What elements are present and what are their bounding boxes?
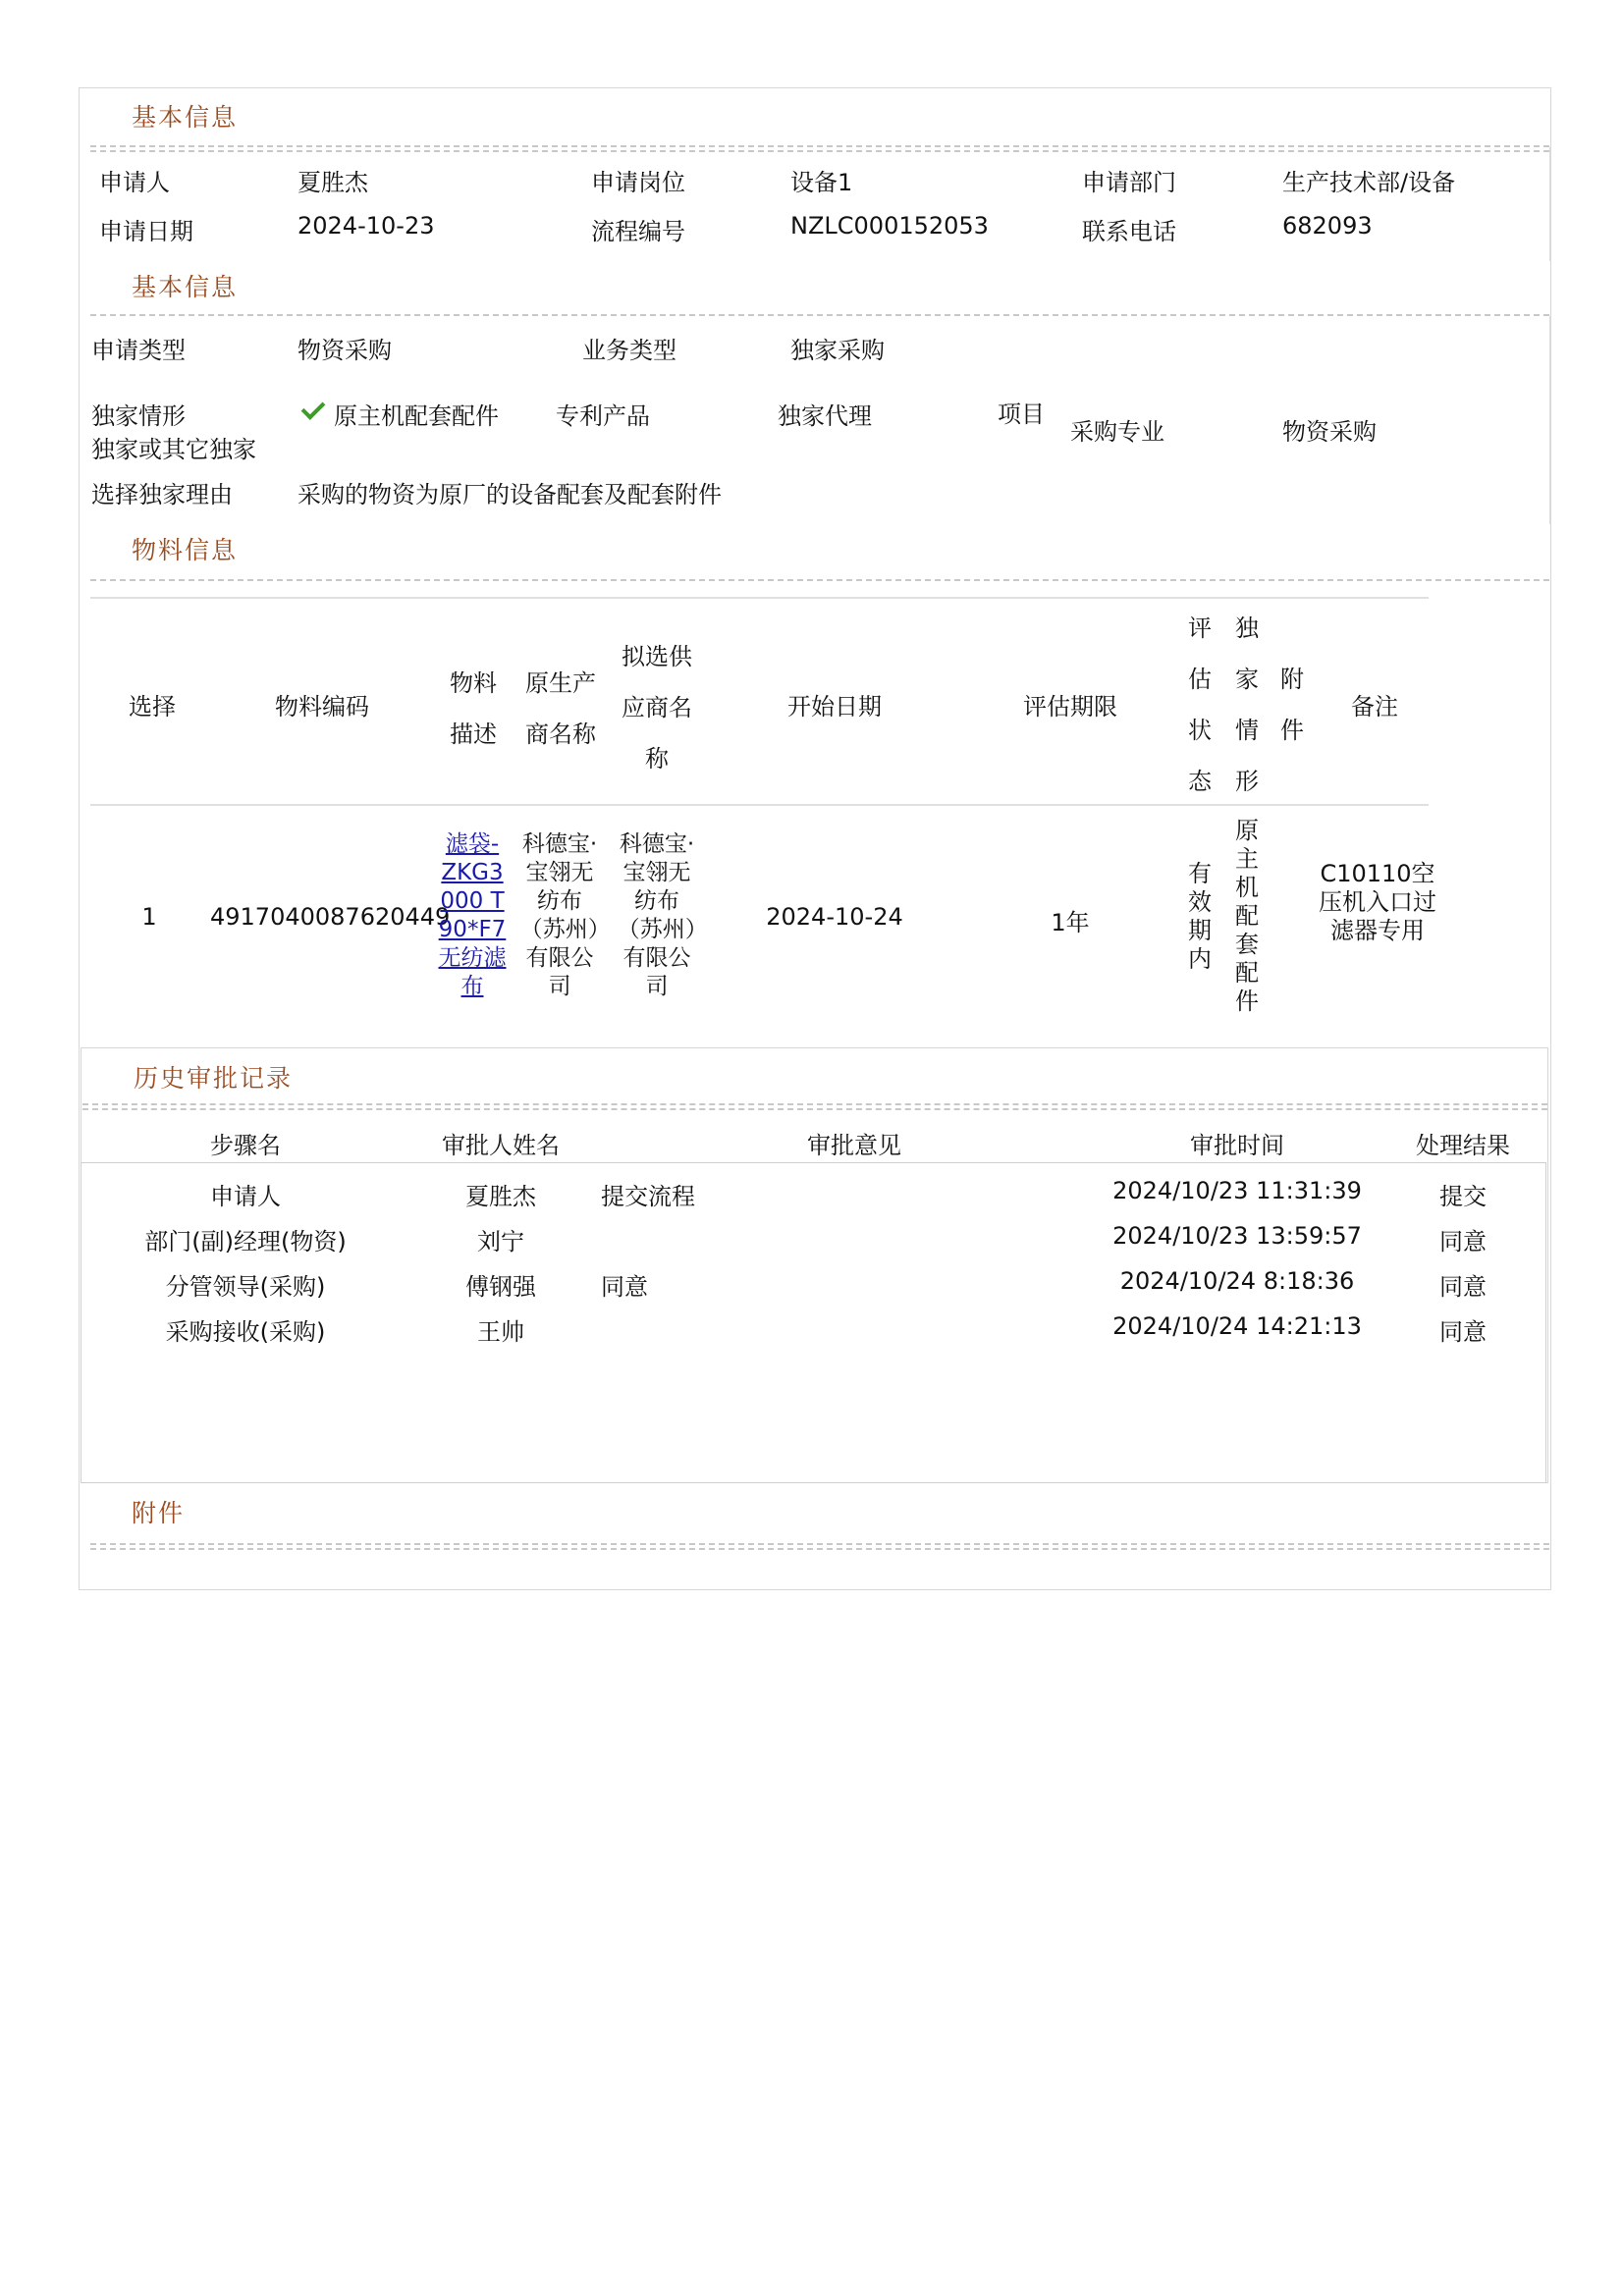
header-period: 评估期限 bbox=[1023, 693, 1117, 721]
header-supplier: 拟选供应商名称 bbox=[622, 643, 692, 773]
section-title-attachments: 附件 bbox=[132, 1499, 186, 1527]
divider bbox=[82, 1103, 1547, 1105]
department-label: 申请部门 bbox=[1082, 169, 1176, 196]
applicant-value: 夏胜杰 bbox=[298, 169, 368, 196]
history-approver: 王帅 bbox=[477, 1318, 524, 1346]
history-step: 部门(副)经理(物资) bbox=[144, 1228, 347, 1255]
flow-no-value: NZLC000152053 bbox=[790, 212, 989, 240]
divider bbox=[1549, 147, 1550, 261]
history-result: 同意 bbox=[1439, 1273, 1487, 1301]
divider bbox=[90, 579, 1549, 581]
reason-label: 选择独家理由 bbox=[91, 481, 233, 508]
section-title-history: 历史审批记录 bbox=[134, 1064, 294, 1093]
major-value: 物资采购 bbox=[1282, 418, 1377, 446]
table-top-line bbox=[90, 597, 1429, 599]
history-step: 分管领导(采购) bbox=[165, 1273, 326, 1301]
cell-supplier: 科德宝·宝翎无纺布（苏州）有限公司 bbox=[617, 831, 697, 999]
option-exclusive-other[interactable]: 独家或其它独家 bbox=[91, 436, 256, 463]
history-time: 2024/10/24 8:18:36 bbox=[1119, 1267, 1355, 1295]
history-result: 同意 bbox=[1439, 1228, 1487, 1255]
option-project[interactable]: 项目 bbox=[998, 400, 1045, 428]
position-label: 申请岗位 bbox=[591, 169, 685, 196]
biz-type-label: 业务类型 bbox=[582, 337, 676, 364]
history-opinion: 提交流程 bbox=[601, 1183, 695, 1210]
cell-remark: C10110空压机入口过滤器专用 bbox=[1319, 860, 1436, 944]
apply-type-label: 申请类型 bbox=[91, 337, 186, 364]
phone-value: 682093 bbox=[1282, 212, 1373, 240]
divider bbox=[82, 1108, 1547, 1110]
material-desc-link[interactable]: 滤袋-ZKG3000 T90*F7无纺滤布 bbox=[438, 831, 507, 999]
exclusive-label: 独家情形 bbox=[91, 402, 186, 430]
section-title-basic-info-2: 基本信息 bbox=[132, 273, 239, 301]
cell-code: 4917040087620449 bbox=[210, 903, 451, 931]
table-header-line bbox=[90, 804, 1429, 806]
applicant-label: 申请人 bbox=[99, 169, 170, 196]
cell-manufacturer: 科德宝·宝翎无纺布（苏州）有限公司 bbox=[519, 831, 600, 999]
option-oem[interactable]: 原主机配套配件 bbox=[334, 402, 499, 430]
history-approver: 傅钢强 bbox=[465, 1273, 536, 1301]
history-time: 2024/10/23 11:31:39 bbox=[1112, 1177, 1362, 1204]
divider bbox=[90, 150, 1549, 152]
header-desc: 物料描述 bbox=[450, 669, 497, 748]
date-value: 2024-10-23 bbox=[298, 212, 435, 240]
biz-type-value: 独家采购 bbox=[790, 337, 885, 364]
header-status: 评估状态 bbox=[1188, 614, 1212, 795]
divider bbox=[90, 1543, 1549, 1545]
history-result: 提交 bbox=[1439, 1183, 1487, 1210]
header-start-date: 开始日期 bbox=[787, 693, 882, 721]
history-approver: 刘宁 bbox=[477, 1228, 524, 1255]
history-step: 申请人 bbox=[210, 1183, 281, 1210]
section-title-basic-info: 基本信息 bbox=[132, 103, 239, 132]
history-time: 2024/10/24 14:21:13 bbox=[1112, 1312, 1362, 1340]
position-value: 设备1 bbox=[790, 169, 853, 196]
section-title-material: 物料信息 bbox=[132, 536, 239, 564]
divider bbox=[90, 145, 1549, 147]
header-opinion: 审批意见 bbox=[807, 1132, 901, 1159]
cell-status: 有效期内 bbox=[1188, 860, 1212, 973]
history-result: 同意 bbox=[1439, 1318, 1487, 1346]
header-result: 处理结果 bbox=[1416, 1132, 1510, 1159]
cell-select: 1 bbox=[141, 903, 157, 931]
history-opinion: 同意 bbox=[601, 1273, 648, 1301]
major-label: 采购专业 bbox=[1070, 418, 1164, 446]
department-value: 生产技术部/设备 bbox=[1282, 169, 1456, 196]
date-label: 申请日期 bbox=[99, 218, 193, 245]
header-time: 审批时间 bbox=[1190, 1132, 1284, 1159]
phone-label: 联系电话 bbox=[1082, 218, 1176, 245]
option-agent[interactable]: 独家代理 bbox=[778, 402, 872, 430]
header-step: 步骤名 bbox=[210, 1132, 281, 1159]
history-step: 采购接收(采购) bbox=[165, 1318, 326, 1346]
cell-exclusive: 原主机配套配件 bbox=[1235, 817, 1259, 1015]
apply-type-value: 物资采购 bbox=[298, 337, 392, 364]
header-code: 物料编码 bbox=[275, 693, 369, 721]
flow-no-label: 流程编号 bbox=[591, 218, 685, 245]
divider bbox=[1549, 316, 1550, 524]
header-select: 选择 bbox=[129, 693, 176, 721]
cell-start-date: 2024-10-24 bbox=[766, 903, 903, 931]
divider bbox=[90, 1548, 1549, 1550]
divider bbox=[90, 314, 1549, 316]
reason-value: 采购的物资为原厂的设备配套及配套附件 bbox=[298, 481, 722, 508]
header-attach: 附件 bbox=[1280, 666, 1304, 744]
cell-period: 1年 bbox=[1051, 909, 1090, 936]
history-approver: 夏胜杰 bbox=[465, 1183, 536, 1210]
option-patent[interactable]: 专利产品 bbox=[556, 402, 650, 430]
header-remark: 备注 bbox=[1351, 693, 1398, 721]
history-time: 2024/10/23 13:59:57 bbox=[1112, 1222, 1362, 1250]
header-manufacturer: 原生产商名称 bbox=[525, 669, 596, 748]
header-approver: 审批人姓名 bbox=[442, 1132, 560, 1159]
header-exclusive: 独家情形 bbox=[1235, 614, 1259, 795]
